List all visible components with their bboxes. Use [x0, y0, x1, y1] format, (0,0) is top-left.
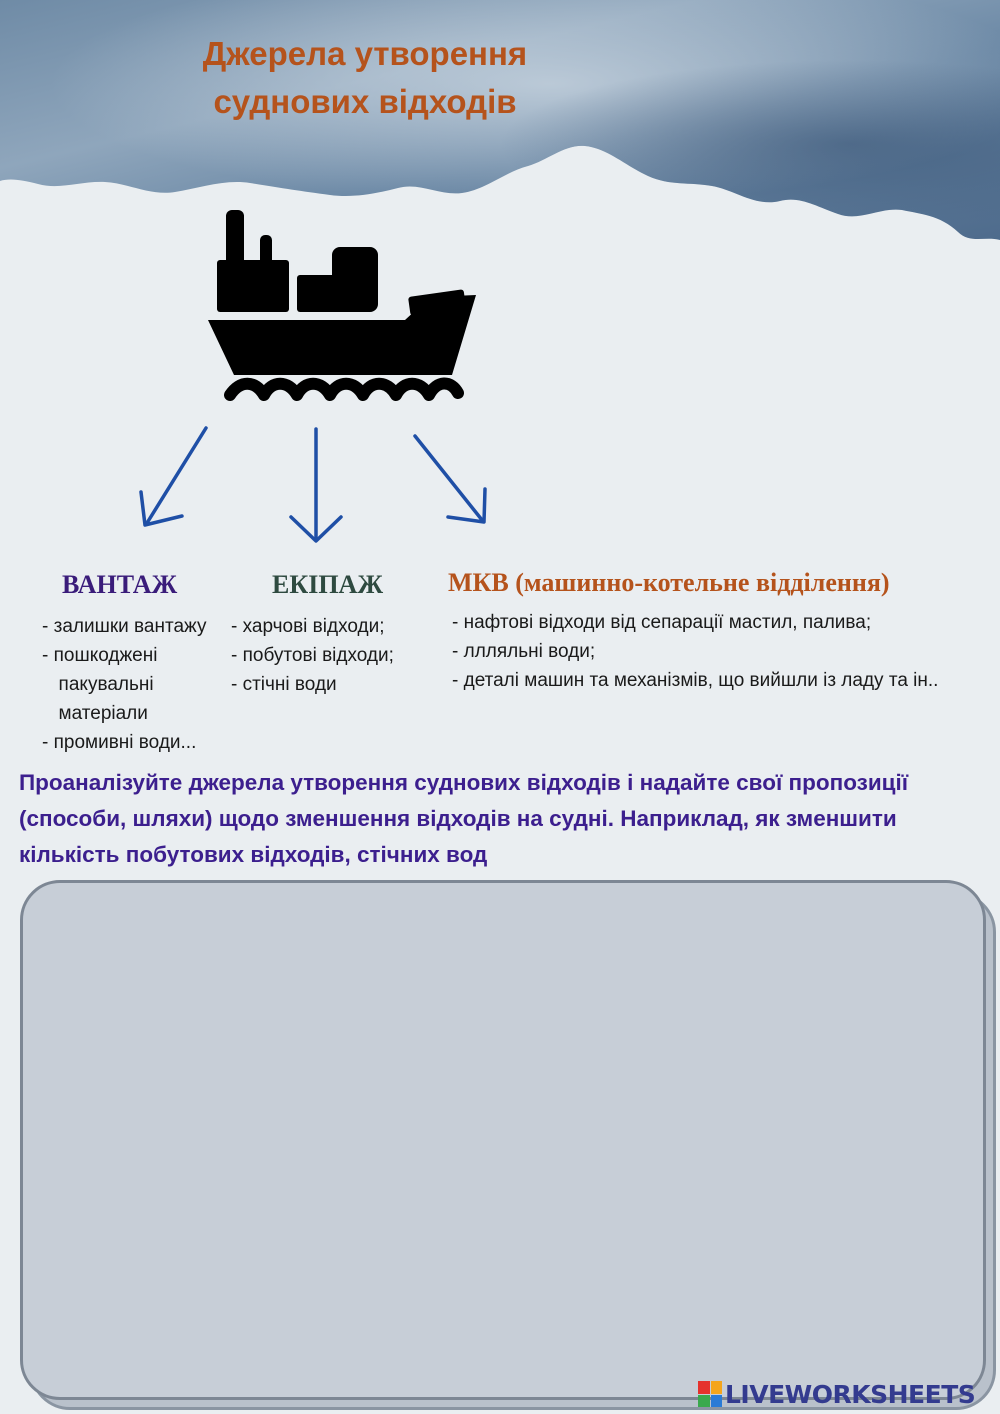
arrow-to-cargo — [141, 428, 206, 525]
liveworksheets-branding — [698, 1378, 975, 1410]
liveworksheets-logo-icon — [698, 1381, 722, 1407]
brand-name: LIVEWORKSHEETS — [725, 1379, 976, 1409]
title-line-1: Джерела утворення — [202, 35, 528, 72]
list-item: - залишки вантажу — [42, 616, 207, 637]
heading-engine-room: МКВ (машинно-котельне відділення) — [448, 568, 890, 597]
heading-crew: ЕКІПАЖ — [272, 570, 384, 599]
cargo-waste-list — [42, 612, 206, 757]
page-title — [130, 30, 600, 126]
list-item: - пошкоджені — [42, 645, 158, 666]
arrows-diagram — [120, 420, 520, 550]
arrow-to-engine-room — [415, 436, 485, 522]
list-item: - побутові відходи; — [231, 645, 394, 666]
crew-waste-list — [231, 612, 394, 699]
list-item: - харчові відходи; — [231, 616, 385, 637]
arrow-to-crew — [291, 429, 341, 541]
list-item: - стічні води — [231, 674, 337, 695]
task-prompt: Проаналізуйте джерела утворення суднових відходів і надайте свої пропозиції (способи, шляхи) щодо зменшення відходів на судні. Наприклад, як зменшити кількість побутових відходів, стічних вод — [19, 770, 909, 867]
list-item: - ллляльні води; — [452, 641, 596, 662]
list-item: пакувальні — [48, 674, 154, 695]
list-item: матеріали — [48, 703, 148, 724]
list-item: - нафтові відходи від сепарації мастил, палива; — [452, 612, 872, 633]
answer-textbox[interactable] — [20, 880, 986, 1400]
list-item: - деталі машин та механізмів, що вийшли із ладу та ін.. — [452, 670, 939, 691]
ship-icon — [200, 205, 480, 415]
list-item: - промивні води... — [42, 732, 197, 753]
title-line-2: суднових відходів — [213, 83, 517, 120]
heading-cargo: ВАНТАЖ — [62, 570, 178, 599]
engine-room-waste-list — [452, 608, 938, 695]
